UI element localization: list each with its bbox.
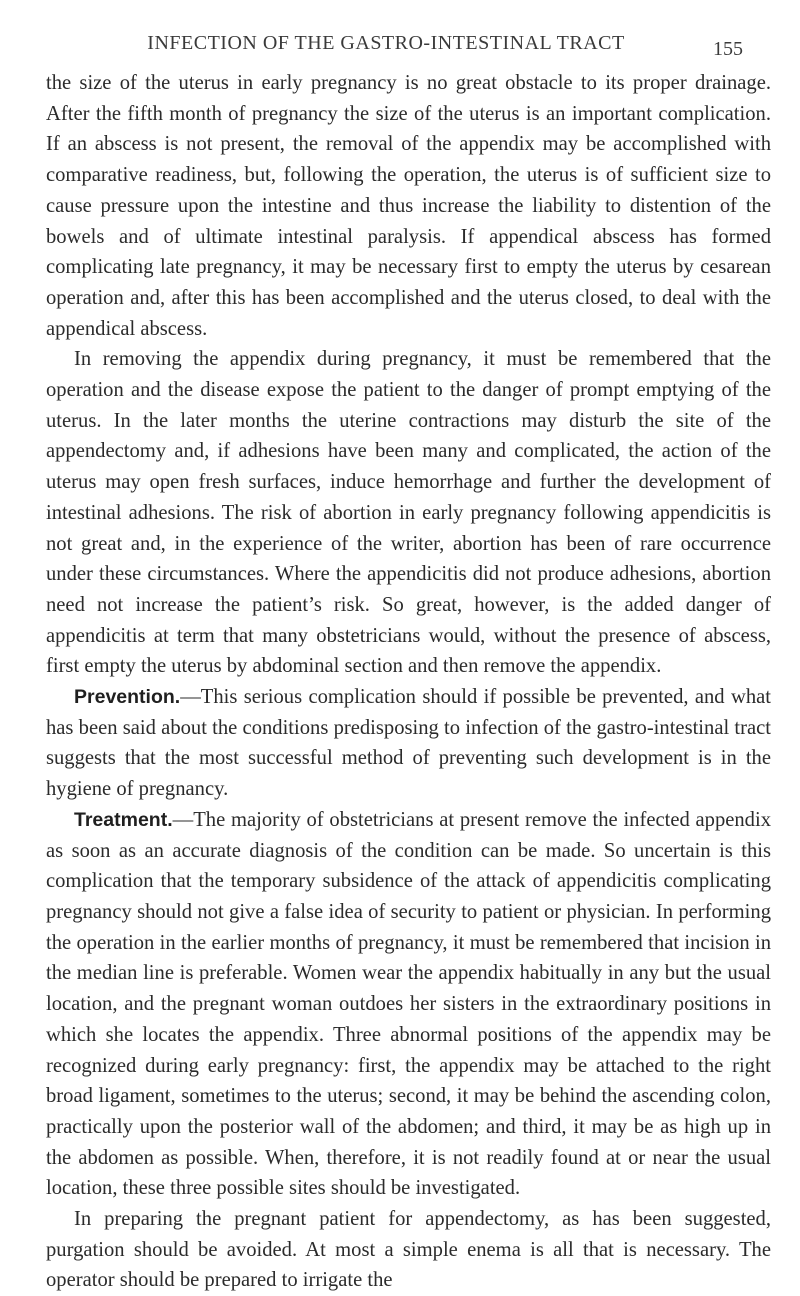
paragraph-continuation: the size of the uterus in early pregnancy is no great obstacle to its proper drainage. After the fifth month of pregnancy the size of the uterus is an important complication. If an abscess is not present, the removal of the appendix may be accomplished with comparative readiness, but, following the operation, the uterus is of sufficient size to cause pressure upon the intestine and thus increase the liability to distention of the bowels and of ultimate intestinal paralysis. If appendical abscess has formed complicating late pregnancy, it may be necessary first to empty the uterus by cesarean operation and, after this has been accomplished and the uterus closed, to deal with the appendical abscess. — [46, 72, 771, 340]
prevention-text: —This serious complication should if possible be prevented, and what has been said about the conditions predisposing to infection of the gastro-intestinal tract suggests that the most successful method of preventing such development is in the hygiene of pregnancy. — [46, 686, 771, 801]
page-number: 155 — [713, 38, 743, 60]
treatment-text: —The majority of obstetricians at present remove the infected appendix as soon as an accurate diagnosis of the condition can be made. So uncertain is this complication that the temporary subsidence of the attack of appendicitis complicating pregnancy should not give a false idea of security to patient or physician. In performing the operation in the earlier months of pregnancy, it must be remembered that incision in the median line is preferable. Women wear the appendix habitually in any but the usual location, and the pregnant woman outdoes her sisters in the extraordinary positions in which she locates the appendix. Three abnormal positions of the appendix may be recognized during early pregnancy: first, the appendix may be attached to the right broad ligament, sometimes to the uterus; second, it may be behind the ascending colon, practically upon the posterior wall of the abdomen; and third, it may be as high up in the abdomen as possible. When, therefore, it is not readily found at or near the usual location, these three possible sites should be investigated. — [46, 808, 771, 1200]
paragraph-preparation: In preparing the pregnant patient for appendectomy, as has been suggested, purgation should be avoided. At most a simple enema is all that is necessary. The operator should be prepared to irrigate the — [46, 1208, 771, 1292]
treatment-heading: Treatment. — [74, 808, 173, 831]
paragraph-prevention — [46, 682, 771, 805]
paragraph-removal-risks: In removing the appendix during pregnancy, it must be remembered that the operation and the disease expose the patient to the danger of prompt emptying of the uterus. In the later months the uterine contractions may disturb the site of the appendectomy and, if adhesions have been many and complicated, the action of the uterus may open fresh surfaces, induce hemorrhage and further the development of intestinal adhesions. The risk of abortion in early pregnancy following appendicitis is not great and, in the experience of the writer, abortion has been of rare occurrence under these circumstances. Where the appendicitis did not produce adhesions, abortion need not increase the patient’s risk. So great, however, is the added danger of appendicitis at term that many obstetricians would, without the presence of abscess, first empty the uterus by abdominal section and then remove the appendix. — [46, 348, 771, 678]
paragraph-treatment — [46, 805, 771, 1204]
prevention-heading: Prevention. — [74, 686, 181, 709]
running-head: INFECTION OF THE GASTRO-INTESTINAL TRACT — [147, 32, 625, 54]
body-text — [46, 68, 771, 1296]
